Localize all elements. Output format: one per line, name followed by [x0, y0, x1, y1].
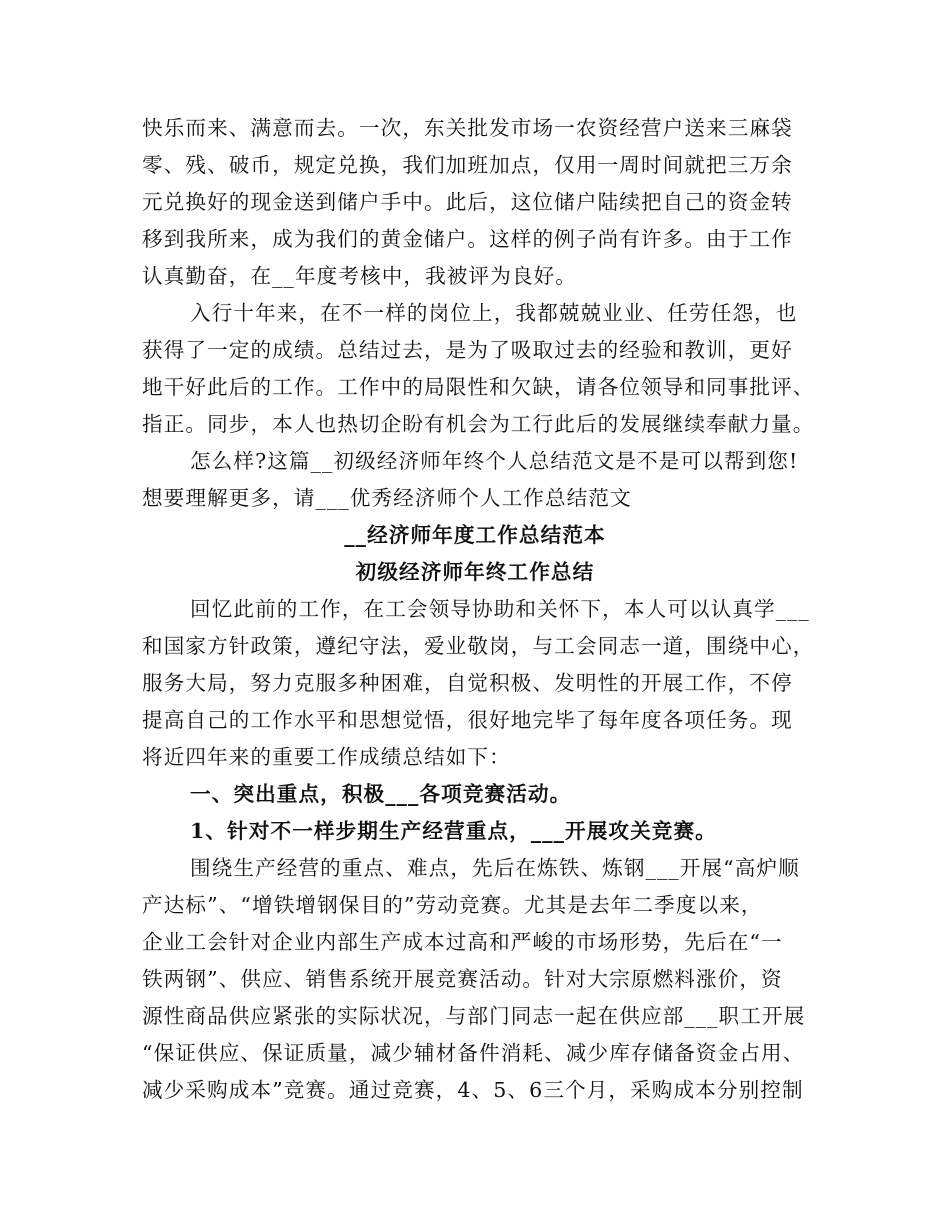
text-line: 铁两钢”、供应、销售系统开展竞赛活动。针对大宗原燃料涨价，资: [142, 967, 783, 991]
document-title: __经济师年度工作总结范本: [344, 523, 606, 547]
paragraph-career-summary: [142, 295, 815, 443]
text-line: 回忆此前的工作，在工会领导协助和关怀下，本人可以认真学___: [190, 597, 810, 621]
subsection-heading-block: [142, 813, 808, 850]
text-line: 获得了一定的成绩。总结过去，是为了吸取过去的经验和教训，更好: [142, 338, 793, 362]
paragraph-intro: [142, 591, 815, 776]
subsection-heading: 1、针对不一样步期生产经营重点，___开展攻关竞赛。: [190, 819, 717, 843]
text-line: 服务大局，努力克服多种困难，自觉积极、发明性的开展工作，不停: [142, 671, 793, 695]
text-line: 认真勤奋，在__年度考核中，我被评为良好。: [142, 264, 577, 288]
document-subtitle: 初级经济师年终工作总结: [355, 560, 595, 584]
text-line: 零、残、破币，规定兑换，我们加班加点，仅用一周时间就把三万余: [142, 153, 793, 177]
section-heading: 一、突出重点，积极___各项竞赛活动。: [190, 782, 572, 806]
section-heading-block: [142, 776, 808, 813]
text-line: 元兑换好的现金送到储户手中。此后，这位储户陆续把自己的资金转: [142, 190, 793, 214]
text-line: 移到我所来，成为我们的黄金储户。这样的例子尚有许多。由于工作: [142, 227, 793, 251]
text-line: 指正。同步，本人也热切企盼有机会为工行此后的发展继续奉献力量。: [142, 412, 815, 436]
text-line: “保证供应、保证质量，减少辅材备件消耗、减少库存储备资金占用、: [142, 1041, 805, 1065]
text-line: 想要理解更多，请___优秀经济师个人工作总结范文: [142, 486, 632, 510]
text-line: 减少采购成本”竞赛。通过竞赛，4、5、6三个月，采购成本分别控制: [142, 1078, 804, 1102]
paragraph-promo: [142, 443, 808, 517]
text-line: 企业工会针对企业内部生产成本过高和严峻的市场形势，先后在“一: [142, 930, 783, 954]
text-line: 和国家方针政策，遵纪守法，爱业敬岗，与工会同志一道，围绕中心，: [142, 634, 815, 658]
text-line: 快乐而来、满意而去。一次，东关批发市场一农资经营户送来三麻袋: [142, 116, 793, 140]
text-line: 地干好此后的工作。工作中的局限性和欠缺，请各位领导和同事批评、: [142, 375, 815, 399]
text-line: 将近四年来的重要工作成绩总结如下：: [142, 745, 511, 769]
paragraph-body: [142, 850, 808, 1109]
text-line: 产达标”、“增铁增钢保目的”劳动竞赛。尤其是去年二季度以来，: [142, 893, 763, 917]
paragraph-continuation: [142, 110, 808, 295]
text-line: 源性商品供应紧张的实际状况，与部门同志一起在供应部___职工开展: [142, 1004, 806, 1028]
title-block: [142, 517, 808, 591]
text-line: 提高自己的工作水平和思想觉悟，很好地完毕了每年度各项任务。现: [142, 708, 793, 732]
text-line: 围绕生产经营的重点、难点，先后在炼铁、炼钢___开展“高炉顺: [190, 856, 800, 880]
text-line: 怎么样?这篇__初级经济师年终个人总结范文是不是可以帮到您!: [190, 449, 799, 473]
text-line: 入行十年来，在不一样的岗位上，我都兢兢业业、任劳任怨，也: [190, 301, 798, 325]
